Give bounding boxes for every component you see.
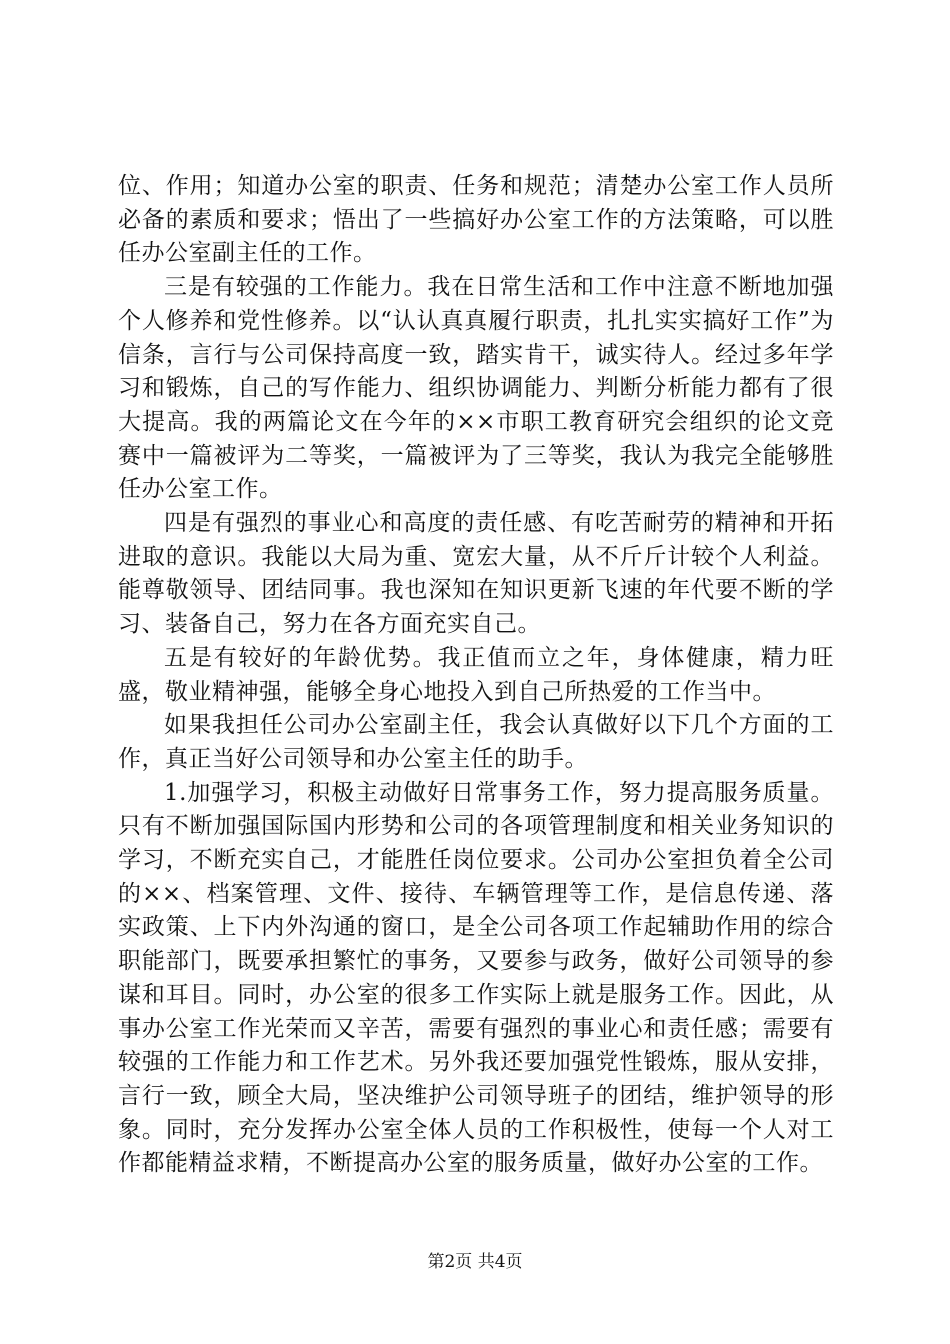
document-body xyxy=(118,170,834,1181)
paragraph-plan-intro: 如果我担任公司办公室副主任，我会认真做好以下几个方面的工作，真正当好公司领导和办公室主任的助手。 xyxy=(118,712,834,772)
paragraph-plan-item-1: 1.加强学习，积极主动做好日常事务工作，努力提高服务质量。只有不断加强国际国内形势和公司的各项管理制度和相关业务知识的学习，不断充实自己，才能胜任岗位要求。公司办公室担负着全公司的××、档案管理、文件、接待、车辆管理等工作，是信息传递、落实政策、上下内外沟通的窗口，是全公司各项工作起辅助作用的综合职能部门，既要承担繁忙的事务，又要参与政务，做好公司领导的参谋和耳目。同时，办公室的很多工作实际上就是服务工作。因此，从事办公室工作光荣而又辛苦，需要有强烈的事业心和责任感；需要有较强的工作能力和工作艺术。另外我还要加强党性锻炼，服从安排，言行一致，顾全大局，坚决维护公司领导班子的团结，维护领导的形象。同时，充分发挥办公室全体人员的工作积极性，使每一个人对工作都能精益求精，不断提高办公室的服务质量，做好办公室的工作。 xyxy=(118,779,834,1177)
page-number-footer: 第2页 共4页 xyxy=(427,1252,523,1272)
paragraph-work-ability: 三是有较强的工作能力。我在日常生活和工作中注意不断地加强个人修养和党性修养。以“认认真真履行职责，扎扎实实搞好工作”为信条，言行与公司保持高度一致，踏实肯干，诚实待人。经过多年学习和锻炼，自己的写作能力、组织协调能力、判断分析能力都有了很大提高。我的两篇论文在今年的××市职工教育研究会组织的论文竞赛中一篇被评为二等奖，一篇被评为了三等奖，我认为我完全能够胜任办公室工作。 xyxy=(118,274,834,503)
paragraph-continuation: 位、作用；知道办公室的职责、任务和规范；清楚办公室工作人员所必备的素质和要求；悟出了一些搞好办公室工作的方法策略，可以胜任办公室副主任的工作。 xyxy=(118,173,834,267)
paragraph-responsibility: 四是有强烈的事业心和高度的责任感、有吃苦耐劳的精神和开拓进取的意识。我能以大局为重、宽宏大量，从不斤斤计较个人利益。能尊敬领导、团结同事。我也深知在知识更新飞速的年代要不断的学习、装备自己，努力在各方面充实自己。 xyxy=(118,510,834,638)
paragraph-age-advantage: 五是有较好的年龄优势。我正值而立之年，身体健康，精力旺盛，敬业精神强，能够全身心地投入到自己所热爱的工作当中。 xyxy=(118,644,834,705)
